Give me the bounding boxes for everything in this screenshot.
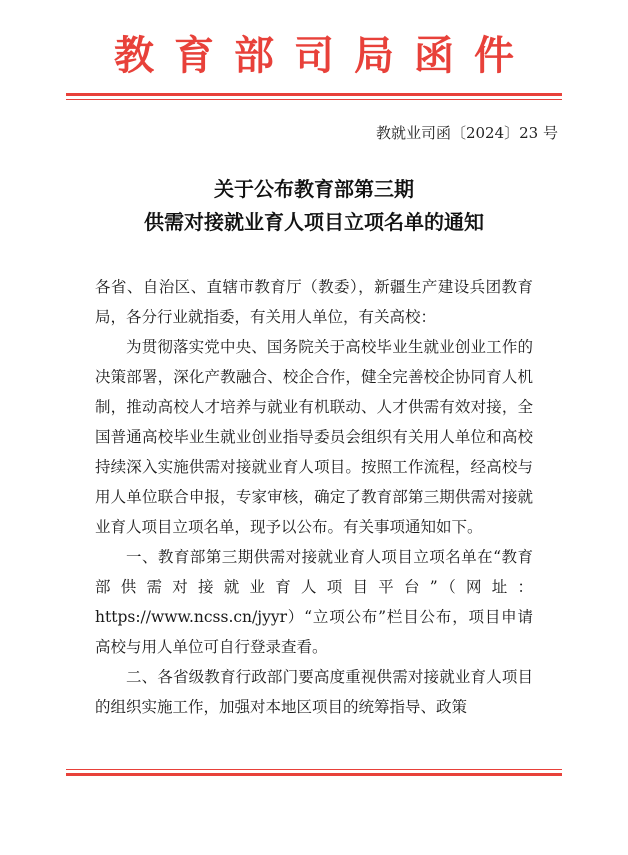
paragraph-item-1: 一、教育部第三期供需对接就业育人项目立项名单在“教育部供需对接就业育人项目平台”（网址：https://www.ncss.cn/jyyr）“立项公布”栏目公布，项目申请高校与用人单位可自行登录查看。	[95, 548, 533, 656]
paragraph-intro: 为贯彻落实党中央、国务院关于高校毕业生就业创业工作的决策部署，深化产教融合、校企合作，健全完善校企协同育人机制，推动高校人才培养与就业有机联动、人才供需有效对接，全国普通高校毕业生就业创业指导委员会组织有关用人单位和高校持续深入实施供需对接就业育人项目。按照工作流程，经高校与用人单位联合申报，专家审核，确定了教育部第三期供需对接就业育人项目立项名单，现予以公布。有关事项通知如下。	[95, 338, 533, 536]
document-title-line1: 关于公布教育部第三期	[214, 177, 414, 201]
footer-rule-thin	[66, 769, 562, 770]
letterhead-title: 教育部司局函件	[114, 32, 534, 79]
document-number: 教就业司函〔2024〕23 号	[375, 124, 558, 142]
paragraph-item-2: 二、各省级教育行政部门要高度重视供需对接就业育人项目的组织实施工作，加强对本地区项目的统筹指导、政策	[95, 668, 533, 716]
header-rule-thin	[66, 99, 562, 100]
salutation: 各省、自治区、直辖市教育厅（教委），新疆生产建设兵团教育局，各分行业就指委，有关用人单位，有关高校：	[95, 278, 533, 326]
document-body	[95, 272, 533, 722]
header-rule-thick	[66, 93, 562, 96]
footer-rule-thick	[66, 773, 562, 776]
document-title-line2: 供需对接就业育人项目立项名单的通知	[144, 210, 484, 234]
